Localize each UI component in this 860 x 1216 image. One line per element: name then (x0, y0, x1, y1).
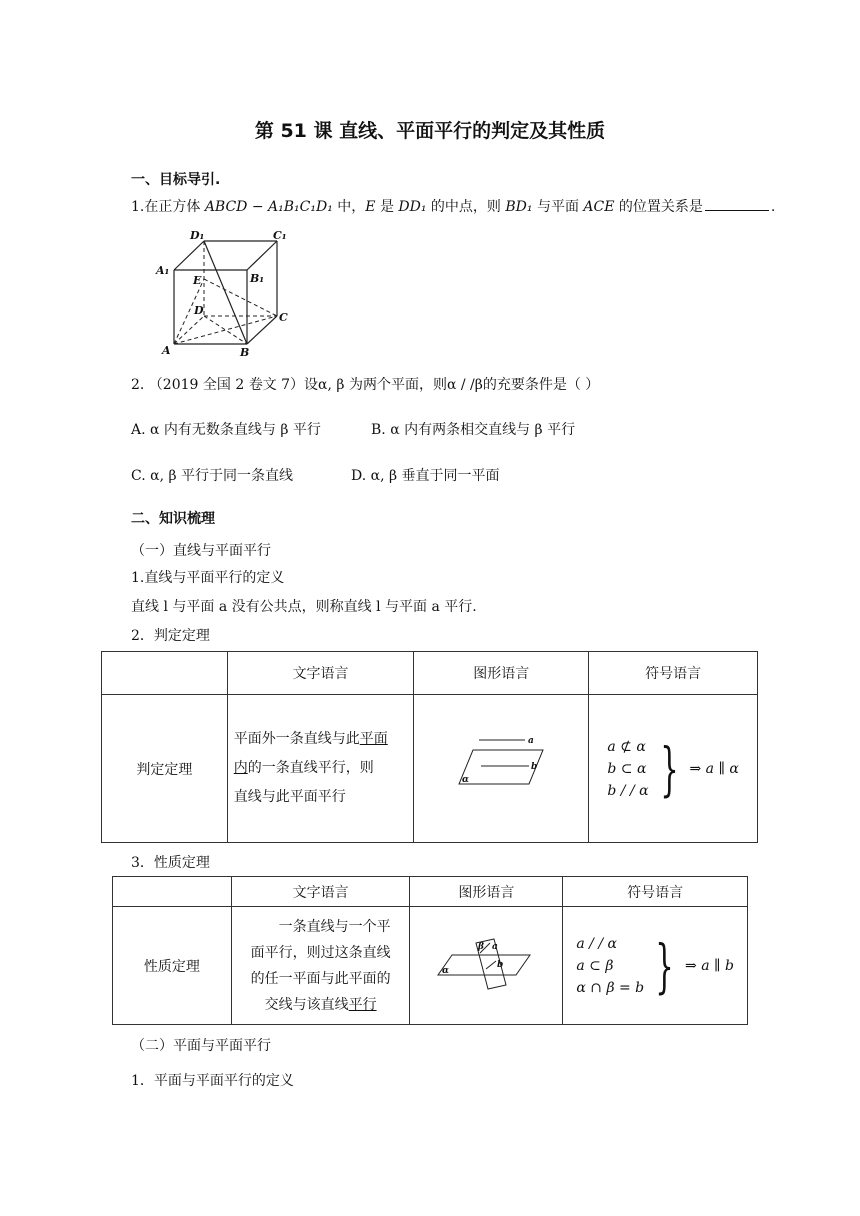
q1-line-bd1: BD₁ (505, 199, 533, 215)
t1-sym-result: ⇒ a ∥ α (689, 760, 739, 777)
t2-line-a: 一条直线与一个平 (278, 918, 391, 935)
table1-text-cell (227, 695, 414, 843)
t1-line-a-underlined: 平面 (359, 731, 388, 747)
subsection-line-plane: （一）直线与平面平行 (131, 543, 271, 559)
table1-header-text: 文字语言 (227, 652, 414, 695)
question-2: 2. （2019 全国 2 卷文 7）设α, β 为两个平面，则α / /β的充要条件是（ ） (131, 377, 600, 393)
section-heading-knowledge: 二、知识梳理 (131, 511, 215, 527)
q1-cube-expression: ABCD − A₁B₁C₁D₁ (204, 199, 333, 215)
definition-title: 1.直线与平面平行的定义 (131, 570, 285, 586)
t1-sym-3: b / / α (607, 782, 649, 799)
t2-line-b: 面平行，则过这条直线 (250, 944, 391, 961)
t1-line-c: 直线与此平面平行 (233, 789, 346, 805)
judge-theorem-table (101, 651, 758, 843)
cube-label-b1: B₁ (250, 272, 265, 285)
table1-symbol-cell (589, 695, 758, 843)
property-theorem-table (112, 876, 748, 1025)
q1-text-2: 中， (332, 199, 366, 215)
table1-header-figure: 图形语言 (414, 652, 589, 695)
t1-sym-1: a ⊄ α (607, 738, 646, 755)
table2-header-symbol: 符号语言 (563, 877, 748, 907)
page-title: 第 51 课 直线、平面平行的判定及其性质 (254, 120, 606, 142)
cube-label-b: B (240, 346, 250, 359)
cube-label-c: C (279, 311, 288, 324)
option-b[interactable]: B. α 内有两条相交直线与 β 平行 (371, 422, 576, 438)
cube-label-a: A (162, 344, 171, 357)
q1-text-4: 的中点，则 (426, 199, 506, 215)
table2-figure-cell (410, 907, 563, 1025)
t2-line-d: 交线与该直线 (264, 996, 349, 1013)
table2-header-figure: 图形语言 (410, 877, 563, 907)
t2-line-c: 的任一平面与此平面的 (250, 970, 391, 987)
t2-sym-result: ⇒ a ∥ b (685, 957, 734, 974)
t2-sym-2: a ⊂ β (576, 957, 614, 974)
cube-label-e: E (193, 274, 202, 287)
cube-label-a1: A₁ (156, 264, 170, 277)
brace-icon: } (659, 734, 679, 803)
fig2-label-a: a (492, 941, 499, 952)
option-c[interactable]: C. α, β 平行于同一条直线 (131, 468, 294, 484)
option-a[interactable]: A. α 内有无数条直线与 β 平行 (131, 422, 321, 438)
definition-text: 直线 l 与平面 a 没有公共点，则称直线 l 与平面 a 平行. (131, 599, 477, 615)
table2-header-text: 文字语言 (231, 877, 410, 907)
table1-figure-cell (414, 695, 589, 843)
fig1-label-b: b (531, 761, 538, 772)
brace-icon: } (655, 931, 674, 1000)
table2-row-label: 性质定理 (113, 907, 232, 1025)
fig2-label-b: b (497, 959, 504, 970)
plane-definition-title: 1．平面与平面平行的定义 (131, 1073, 294, 1089)
q1-end: . (770, 199, 776, 215)
table2-symbol-cell (563, 907, 748, 1025)
t2-sym-3: α ∩ β = b (576, 979, 645, 996)
fig1-label-alpha: α (462, 774, 470, 785)
subsection-plane-plane: （二）平面与平面平行 (131, 1038, 271, 1054)
t1-line-b: 的一条直线平行，则 (247, 760, 374, 776)
t1-line-a: 平面外一条直线与此 (233, 731, 360, 747)
t1-line-b-underlined: 内 (233, 760, 248, 776)
fig2-label-alpha: α (442, 965, 450, 976)
question-1 (131, 196, 775, 216)
t2-sym-1: a / / α (576, 935, 617, 952)
fig1-label-a: a (528, 735, 535, 746)
property-theorem-title: 3．性质定理 (131, 855, 210, 871)
q1-text-5: 与平面 (532, 199, 584, 215)
q1-edge-dd1: DD₁ (398, 199, 427, 215)
table2-header-empty (113, 877, 232, 907)
cube-label-d1: D₁ (190, 229, 205, 242)
t1-sym-2: b ⊂ α (607, 760, 647, 777)
q1-point-e: E (365, 199, 376, 215)
fig2-label-beta: β (478, 941, 485, 952)
section-heading-goals: 一、目标导引. (131, 172, 221, 188)
table1-row-label: 判定定理 (102, 695, 228, 843)
t2-line-d-underlined: 平行 (348, 996, 377, 1013)
q1-text-1: 在正方体 (144, 199, 205, 215)
cube-label-d: D (194, 304, 204, 317)
plane-intersection-figure (436, 939, 536, 989)
judge-theorem-title: 2．判定定理 (131, 628, 210, 644)
q1-text-6: 的位置关系是 (614, 199, 703, 215)
table1-header-symbol: 符号语言 (589, 652, 758, 695)
cube-label-c1: C₁ (273, 229, 287, 242)
table1-header-empty (102, 652, 228, 695)
q1-text-3: 是 (375, 199, 399, 215)
q1-plane-ace: ACE (583, 199, 615, 215)
line-plane-parallel-figure (451, 735, 551, 792)
cube-figure (150, 224, 300, 359)
answer-blank[interactable] (705, 209, 769, 211)
option-d[interactable]: D. α, β 垂直于同一平面 (351, 468, 500, 484)
table2-text-cell (231, 907, 410, 1025)
q1-number: 1. (131, 199, 145, 215)
